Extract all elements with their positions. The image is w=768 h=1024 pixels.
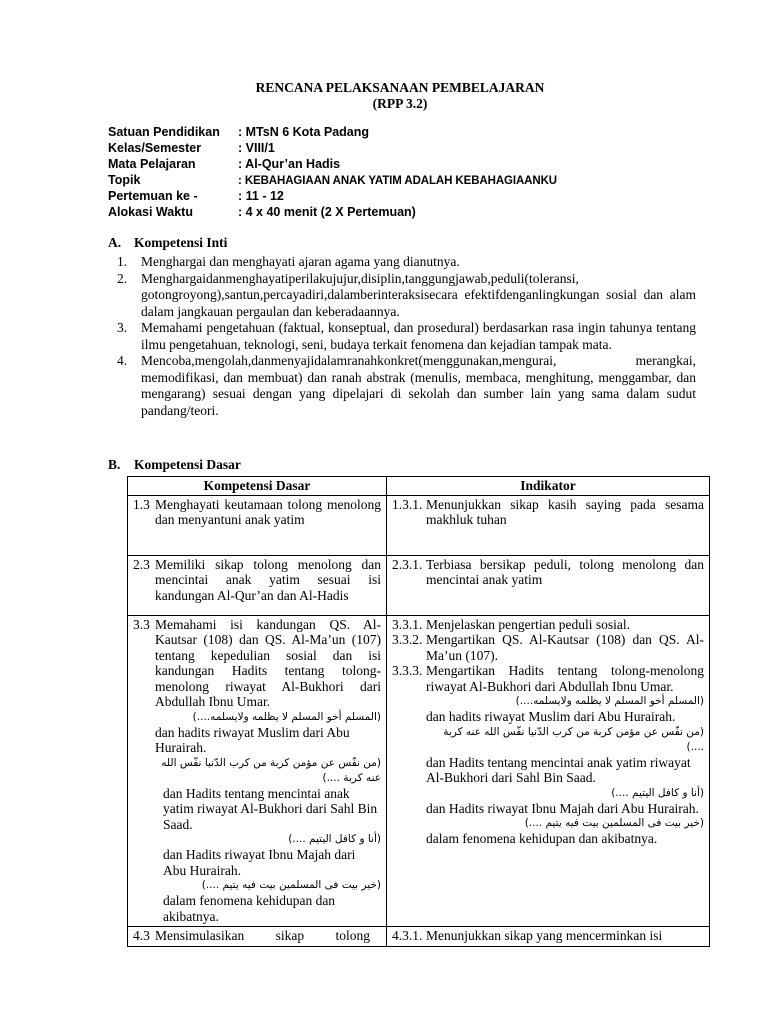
indicator-cell — [387, 615, 710, 927]
identity-value: : KEBAHAGIAAN ANAK YATIM ADALAH KEBAHAGIAANKU — [238, 175, 557, 187]
item-number: 2. — [117, 270, 128, 286]
kd-text: dan Hadits riwayat Ibnu Majah dari Abu Hurairah. — [163, 847, 356, 878]
indicator-cell — [387, 927, 710, 947]
competence-table — [127, 476, 710, 947]
identity-row-class — [108, 140, 557, 156]
section-letter: B. — [108, 457, 121, 472]
arabic-hadith-text: (من نفّس عن مؤمن كربة من كرب الدّنيا نفّس الله عنه كربة ....) — [443, 725, 704, 753]
section-b-heading — [108, 457, 241, 473]
identity-value: : 11 - 12 — [238, 189, 284, 203]
identity-value: : 4 x 40 menit (2 X Pertemuan) — [238, 205, 416, 219]
indicator-text: dan Hadits tentang mencintai anak yatim riwayat Al-Bukhori dari Sahl Bin Saad. — [426, 754, 691, 785]
item-text: Mencoba,mengolah,danmenyajidalamranahkonkret(menggunakan,mengurai, merangkai, memodifikasi, dan membuat) dan ranah abstrak (menulis, membaca, menghitung, menggambar, dan mengarang) sesuai dengan yang dipelajari di sekolah dan sumber lain yang sama dalam sudut pandang/teori. — [141, 353, 696, 418]
indicator-cell — [387, 495, 710, 555]
kd-cell — [128, 927, 387, 947]
document-title: RENCANA PELAKSANAAN PEMBELAJARAN — [255, 80, 545, 95]
indicator-text: Menunjukkan sikap yang mencerminkan isi — [426, 928, 663, 943]
kd-code: 2.3 — [133, 556, 150, 572]
table-row — [128, 495, 710, 555]
document-subtitle: (RPP 3.2) — [372, 96, 428, 111]
item-number: 4. — [117, 353, 128, 368]
kd-text: Menghayati keutamaan tolong menolong dan menyantuni anak yatim — [155, 496, 381, 527]
list-item — [108, 271, 696, 321]
indicator-cell — [387, 555, 710, 615]
indicator-code: 1.3.1. — [392, 496, 423, 512]
kd-text: dan hadits riwayat Muslim dari Abu Hurairah. — [155, 724, 350, 755]
identity-label: Mata Pelajaran — [108, 157, 196, 171]
list-item — [108, 320, 696, 353]
item-text: Memahami pengetahuan (faktual, konseptual, dan prosedural) berdasarkan rasa ingin tahunya tentang ilmu pengetahuan, teknologi, seni, budaya terkait fenomena dan kejadian tampak mata. — [141, 320, 696, 352]
indicator-text: dan hadits riwayat Muslim dari Abu Hurairah. — [426, 709, 676, 724]
section-title: Kompetensi Dasar — [134, 457, 241, 472]
section-title: Kompetensi Inti — [134, 235, 228, 250]
item-text: Menghargai dan menghayati ajaran agama yang dianutnya. — [141, 254, 460, 269]
kd-text: dalam fenomena kehidupan dan akibatnya. — [163, 893, 336, 924]
identity-value: : MTsN 6 Kota Padang — [238, 125, 370, 139]
arabic-hadith-text: (أنا و كافل اليتيم ....) — [288, 833, 381, 845]
table-row — [128, 927, 710, 947]
indicator-code: 4.3.1. — [392, 928, 423, 943]
list-item — [108, 353, 696, 419]
identity-value: : Al-Qur’an Hadis — [238, 157, 341, 171]
core-competence-list — [108, 254, 696, 419]
identity-value: : VIII/1 — [238, 141, 275, 155]
table-header-row — [128, 477, 710, 496]
column-header-kd: Kompetensi Dasar — [128, 477, 387, 496]
identity-label: Kelas/Semester — [108, 141, 202, 155]
arabic-hadith-text: (من نفّس عن مؤمن كربة من كرب الدّنيا نفّس الله عنه كربة ....) — [161, 756, 381, 784]
indicator-text: Menunjukkan sikap kasih saying pada sesama makhluk tuhan — [426, 496, 704, 527]
indicator-text: dalam fenomena kehidupan dan akibatnya. — [426, 831, 658, 846]
identity-label: Satuan Pendidikan — [108, 125, 220, 139]
identity-block — [108, 124, 557, 220]
arabic-hadith-text: (خير بيت فى المسلمين بيت فيه يتيم ....) — [524, 817, 704, 829]
indicator-text: Terbiasa bersikap peduli, tolong menolong dan mencintai anak yatim — [426, 556, 704, 587]
item-number: 3. — [117, 320, 128, 335]
item-text: Menghargaidanmenghayatiperilakujujur,disiplin,tanggungjawab,peduli(toleransi, gotongroyong),santun,percayadiri,dalamberinteraksisecara efektifdenganlingkungan sosial dan alam dalam jangkauan pergaulan dan keberadaannya. — [141, 270, 696, 319]
item-number: 1. — [117, 254, 128, 269]
indicator-code: 3.3.1. — [392, 616, 423, 632]
kd-text: Memiliki sikap tolong menolong dan mencintai anak yatim sesuai isi kandungan Al-Qur’an dan Al-Hadis — [155, 556, 381, 603]
indicator-text: Menjelaskan pengertian peduli sosial. — [426, 616, 630, 632]
indicator-text: Mengartikan Hadits tentang tolong-menolong riwayat Al-Bukhori dari Abdullah Ibnu Umar. — [426, 663, 704, 694]
kd-code: 1.3 — [133, 496, 150, 512]
arabic-hadith-text: (المسلم أخو المسلم لا يظلمه ولايسلمه....) — [515, 695, 704, 707]
kd-code: 4.3 — [133, 928, 150, 943]
table-row — [128, 615, 710, 927]
identity-label: Pertemuan ke - — [108, 189, 198, 203]
kd-cell — [128, 615, 387, 927]
kd-text: Mensimulasikan sikap tolong — [155, 928, 370, 943]
identity-row-time — [108, 204, 557, 220]
indicator-text: Mengartikan QS. Al-Kautsar (108) dan QS. Al-Ma’un (107). — [426, 632, 704, 663]
identity-row-subject — [108, 156, 557, 172]
indicator-code: 3.3.3. — [392, 663, 423, 678]
identity-row-topic — [108, 172, 557, 188]
section-a-heading — [108, 235, 227, 251]
kd-text: dan Hadits tentang mencintai anak yatim riwayat Al-Bukhori dari Sahl Bin Saad. — [163, 785, 378, 832]
identity-row-school — [108, 124, 557, 140]
identity-label: Topik — [108, 173, 141, 187]
indicator-code: 3.3.2. — [392, 632, 423, 647]
identity-row-meeting — [108, 188, 557, 204]
column-header-indicator: Indikator — [387, 477, 710, 496]
indicator-text: dan Hadits riwayat Ibnu Majah dari Abu Hurairah. — [426, 800, 699, 816]
table-row — [128, 555, 710, 615]
identity-label: Alokasi Waktu — [108, 205, 193, 219]
section-letter: A. — [108, 235, 122, 250]
arabic-hadith-text: (خير بيت فى المسلمين بيت فيه يتيم ....) — [201, 879, 381, 891]
indicator-code: 2.3.1. — [392, 556, 423, 572]
list-item — [108, 254, 696, 271]
kd-text: Memahami isi kandungan QS. Al-Kautsar (108) dan QS. Al-Ma’un (107) tentang kepedulian sosial dan isi kandungan Hadits tentang tolong-menolong riwayat Al-Bukhori dari Abdullah Ibnu Umar. — [155, 616, 381, 709]
arabic-hadith-text: (أنا و كافل اليتيم ....) — [611, 786, 704, 799]
kd-cell — [128, 495, 387, 555]
arabic-hadith-text: (المسلم أخو المسلم لا يظلمه ولايسلمه....) — [192, 710, 381, 723]
kd-code: 3.3 — [133, 616, 150, 632]
kd-cell — [128, 555, 387, 615]
